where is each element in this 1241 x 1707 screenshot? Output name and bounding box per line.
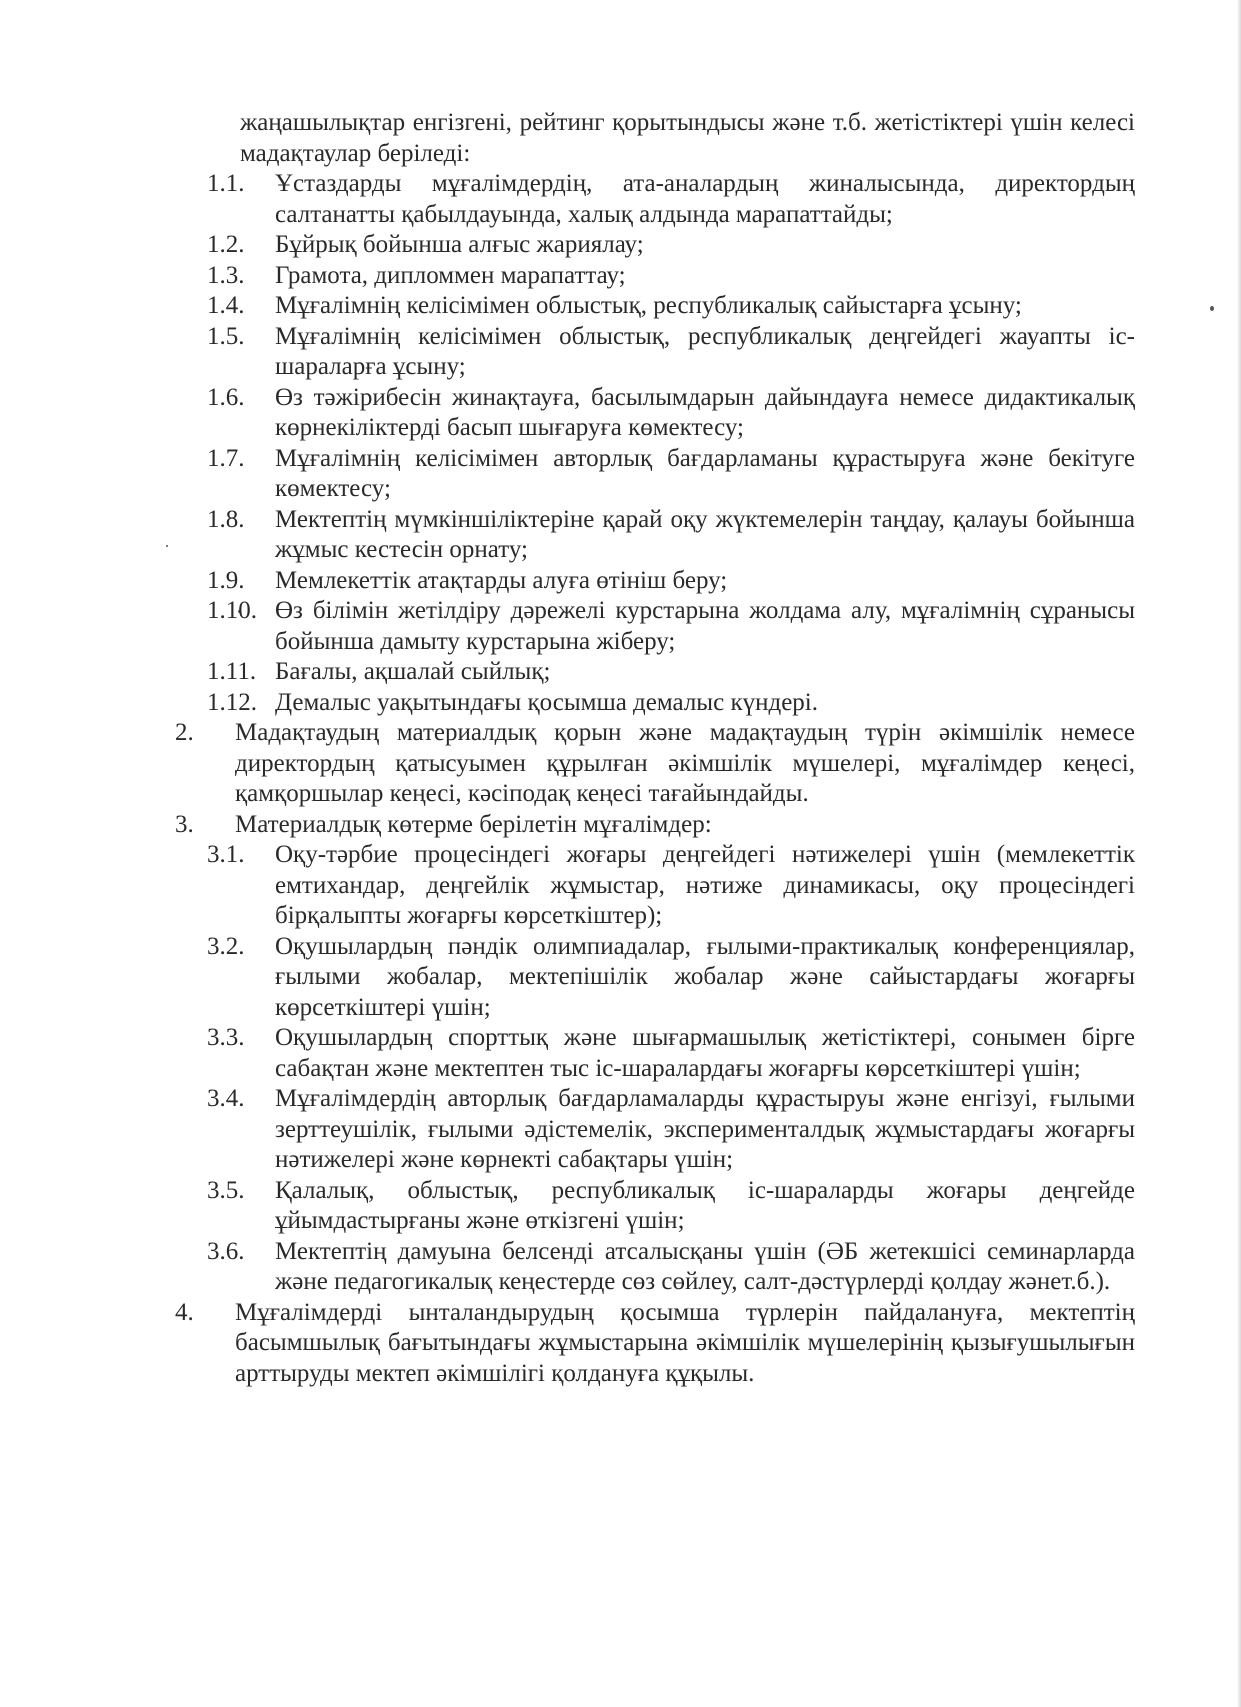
item-number: 3.3.: [207, 1024, 245, 1051]
list-item: [175, 688, 1135, 719]
list-item: [175, 383, 1135, 444]
item-number: 1.5.: [207, 322, 245, 350]
list-item-4: [175, 1298, 1135, 1390]
item-number: 1.9.: [207, 566, 245, 594]
item-text: Ұстаздарды мұғалімдердің, ата-аналардың жиналысында, директордың салтанатты қабылдауында, халық алдында марапаттайды;: [275, 170, 1135, 228]
item-number: 1.3.: [207, 261, 245, 289]
item-text: Мектептің мүмкіншіліктеріне қарай оқу жүктемелерін таңдау, қалауы бойынша жұмыс кестесін орнату;: [275, 505, 1135, 563]
list-item-2: [175, 718, 1135, 810]
item-text: Оқу-тәрбие процесіндегі жоғары деңгейдегі нәтижелері үшін (мемлекеттік емтихандар, деңгейлік жұмыстар, нәтиже динамикасы, оқу процесіндегі бірқалыпты жоғарғы көрсеткіштер);: [275, 841, 1135, 929]
item-number: 1.1.: [207, 170, 245, 197]
item-number: 1.2.: [207, 231, 245, 258]
list-item: [175, 932, 1135, 1024]
item-text: Мектептің дамуына белсенді атсалысқаны үшін (ӘБ жетекшісі семинарларда және педагогикалық кеңестерде сөз сөйлеу, салт-дәстүрлерді қолдау жәнет.б.).: [275, 1237, 1135, 1295]
item-number: 3.2.: [207, 932, 245, 960]
item-text: Мұғалімнің келісімімен облыстық, республикалық сайыстарға ұсыну;: [275, 292, 1022, 319]
list-item: [175, 596, 1135, 657]
item-text: Мұғалімдерді ынталандырудың қосымша түрлерін пайдалануға, мектептің басымшылық бағытындағы жұмыстарына әкімшілік мүшелерінің қызығушылығын арттыруды мектеп әкімшілігі қолдануға құқылы.: [235, 1298, 1135, 1387]
item-text: Мадақтаудың материалдық қорын және мадақтаудың түрін әкімшілік немесе директордың қатысуымен құрылған әкімшілік мүшелері, мұғалімдер кеңесі, қамқоршылар кеңесі, кәсіподақ кеңесі тағайындайды.: [235, 719, 1135, 807]
item-number: 3.6.: [207, 1237, 245, 1265]
list-item: [175, 230, 1135, 261]
list-item: [175, 1023, 1135, 1084]
item-text: Мұғалімнің келісімімен авторлық бағдарламаны құрастыруға және бекітуге көмектесу;: [275, 444, 1135, 502]
list-item: [175, 261, 1135, 292]
item-number: 1.12.: [207, 688, 257, 716]
item-text: Демалыс уақытындағы қосымша демалыс күндері.: [275, 688, 818, 716]
item-number: 3.4.: [207, 1085, 245, 1112]
scan-speck: [1210, 306, 1214, 311]
item-text: Материалдық көтерме берілетін мұғалімдер:: [235, 810, 712, 838]
item-text: Қалалық, облыстық, республикалық іс-шараларды жоғары деңгейде ұйымдастырғаны және өткізгені үшін;: [275, 1176, 1135, 1234]
item-number: 1.7.: [207, 444, 245, 472]
item-number: 1.4.: [207, 292, 245, 319]
list-item: [175, 840, 1135, 932]
list-item: [175, 1084, 1135, 1176]
section-3-list: [175, 840, 1135, 1298]
item-number: 1.11.: [207, 658, 257, 685]
list-item: [175, 169, 1135, 230]
item-text: Мемлекеттік атақтарды алуға өтініш беру;: [275, 566, 728, 594]
item-number: 1.8.: [207, 505, 245, 533]
item-text: Өз білімін жетілдіру дәрежелі курстарына жолдама алу, мұғалімнің сұранысы бойынша дамыту курстарына жіберу;: [275, 597, 1135, 655]
item-text: Оқушылардың пәндік олимпиадалар, ғылыми-практикалық конференциялар, ғылыми жобалар, мектепішілік жобалар және сайыстардағы жоғарғы көрсеткіштері үшін;: [275, 932, 1135, 1021]
scan-speck: [166, 545, 168, 547]
list-item: [175, 291, 1135, 322]
item-number: 3.5.: [207, 1176, 245, 1204]
list-item: [175, 1237, 1135, 1298]
intro-paragraph: жаңашылықтар енгізгені, рейтинг қорытындысы және т.б. жетістіктері үшін келесі мадақтаулар беріледі:: [240, 109, 1135, 167]
item-text: Өз тәжірибесін жинақтауға, басылымдарын дайындауға немесе дидактикалық көрнекіліктерді басып шығаруға көмектесу;: [275, 383, 1135, 441]
item-number: 1.10.: [207, 597, 257, 624]
item-text: Грамота, дипломмен марапаттау;: [275, 261, 626, 289]
item-text: Мұғалімдердің авторлық бағдарламаларды құрастыруы және енгізуі, ғылыми зерттеушілік, ғылыми әдістемелік, эксперименталдық жұмыстардағы жоғарғы нәтижелері және көрнекті сабақтары үшін;: [275, 1085, 1135, 1173]
item-number: 4.: [175, 1298, 194, 1326]
list-item: [175, 566, 1135, 597]
item-text: Бұйрық бойынша алғыс жариялау;: [275, 231, 644, 258]
list-item-3: [175, 810, 1135, 841]
item-number: 2.: [175, 719, 194, 746]
item-number: 3.: [175, 810, 194, 838]
list-item: [175, 444, 1135, 505]
item-text: Оқушылардың спорттық және шығармашылық жетістіктері, сонымен бірге сабақтан және мектептен тыс іс-шаралардағы жоғарғы көрсеткіштері үшін;: [275, 1024, 1135, 1082]
item-text: Мұғалімнің келісімімен облыстық, республикалық деңгейдегі жауапты іс-шараларға ұсыну;: [275, 322, 1135, 380]
list-item: [175, 657, 1135, 688]
list-item: [175, 505, 1135, 566]
list-item: [175, 1176, 1135, 1237]
document-body: [175, 108, 1135, 1389]
list-item: [175, 322, 1135, 383]
item-number: 3.1.: [207, 841, 245, 868]
section-1-list: [175, 169, 1135, 718]
item-number: 1.6.: [207, 383, 245, 411]
scan-edge: [1237, 0, 1241, 1707]
item-text: Бағалы, ақшалай сыйлық;: [275, 658, 551, 685]
